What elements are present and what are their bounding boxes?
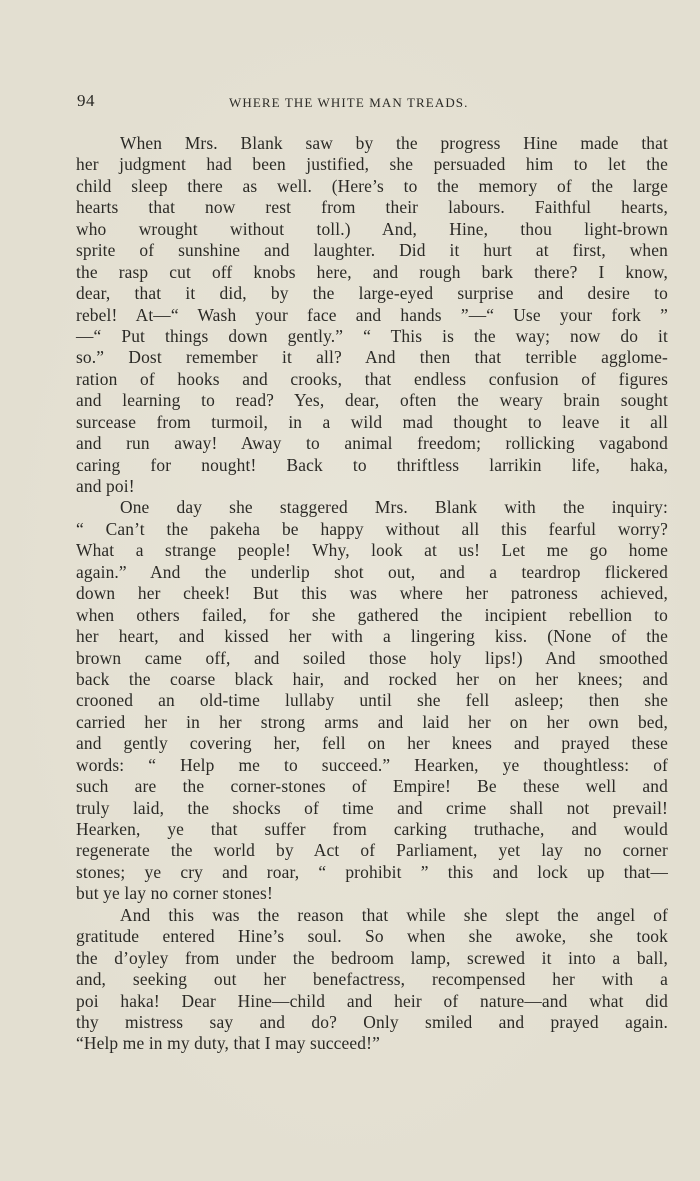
text-line: carried her in her strong arms and laid her on her own bed,	[76, 711, 668, 732]
body-text	[76, 133, 668, 1055]
text-line: so.” Dost remember it all? And then that terrible agglome-	[76, 347, 668, 368]
text-line: the rasp cut off knobs here, and rough bark there? I know,	[76, 261, 668, 282]
text-line: when others failed, for she gathered the incipient rebellion to	[76, 604, 668, 625]
text-line: words: “ Help me to succeed.” Hearken, ye thoughtless: of	[76, 754, 668, 775]
page-number: 94	[77, 91, 95, 110]
paragraph	[76, 497, 668, 904]
text-line: down her cheek! But this was where her patroness achieved,	[76, 583, 668, 604]
running-head: WHERE THE WHITE MAN TREADS.	[229, 95, 469, 110]
text-line: brown came off, and soiled those holy lips!) And smoothed	[76, 647, 668, 668]
text-line: and learning to read? Yes, dear, often the weary brain sought	[76, 390, 668, 411]
text-line: but ye lay no corner stones!	[76, 883, 273, 904]
text-line: back the coarse black hair, and rocked her on her knees; and	[76, 668, 668, 689]
text-line: again.” And the underlip shot out, and a teardrop flickered	[76, 561, 668, 582]
text-line: thy mistress say and do? Only smiled and prayed again.	[76, 1011, 668, 1032]
text-line: gratitude entered Hine’s soul. So when she awoke, she took	[76, 926, 668, 947]
text-line: hearts that now rest from their labours. Faithful hearts,	[76, 197, 668, 218]
text-line: crooned an old-time lullaby until she fell asleep; then she	[76, 690, 668, 711]
text-line: her judgment had been justified, she persuaded him to let the	[76, 154, 668, 175]
text-line: her heart, and kissed her with a lingering kiss. (None of the	[76, 626, 668, 647]
paragraph	[76, 905, 668, 1055]
text-line: and, seeking out her benefactress, recompensed her with a	[76, 969, 668, 990]
text-line: and poi!	[76, 476, 135, 496]
text-line: rebel! At—“ Wash your face and hands ”—“ Use your fork ”	[76, 304, 668, 325]
text-line: who wrought without toll.) And, Hine, thou light-brown	[76, 218, 668, 239]
text-line: One day she staggered Mrs. Blank with the inquiry:	[120, 497, 668, 518]
text-line: And this was the reason that while she slept the angel of	[120, 904, 668, 925]
text-line: caring for nought! Back to thriftless larrikin life, haka,	[76, 454, 668, 475]
text-line: “Help me in my duty, that I may succeed!”	[76, 1033, 380, 1054]
text-line: and run away! Away to animal freedom; rollicking vagabond	[76, 433, 668, 454]
text-line: and gently covering her, fell on her knees and prayed these	[76, 733, 668, 754]
text-line: —“ Put things down gently.” “ This is the way; now do it	[76, 325, 668, 346]
text-line: sprite of sunshine and laughter. Did it hurt at first, when	[76, 240, 668, 261]
text-line: the d’oyley from under the bedroom lamp, screwed it into a ball,	[76, 947, 668, 968]
paragraph	[76, 133, 668, 497]
text-line: When Mrs. Blank saw by the progress Hine made that	[120, 133, 668, 153]
text-line: child sleep there as well. (Here’s to the memory of the large	[76, 175, 668, 196]
text-line: such are the corner-stones of Empire! Be these well and	[76, 776, 668, 797]
text-line: truly laid, the shocks of time and crime shall not prevail!	[76, 797, 668, 818]
text-line: ration of hooks and crooks, that endless confusion of figures	[76, 368, 668, 389]
page-header	[77, 91, 668, 115]
text-line: What a strange people! Why, look at us! Let me go home	[76, 540, 668, 561]
text-line: Hearken, ye that suffer from carking truthache, and would	[76, 819, 668, 839]
text-line: “ Can’t the pakeha be happy without all this fearful worry?	[76, 518, 668, 539]
text-line: stones; ye cry and roar, “ prohibit ” this and lock up that—	[76, 861, 668, 882]
text-line: regenerate the world by Act of Parliament, yet lay no corner	[76, 840, 668, 861]
text-line: poi haka! Dear Hine—child and heir of nature—and what did	[76, 990, 668, 1011]
text-line: surcease from turmoil, in a wild mad thought to leave it all	[76, 411, 668, 432]
text-line: dear, that it did, by the large-eyed surprise and desire to	[76, 283, 668, 304]
